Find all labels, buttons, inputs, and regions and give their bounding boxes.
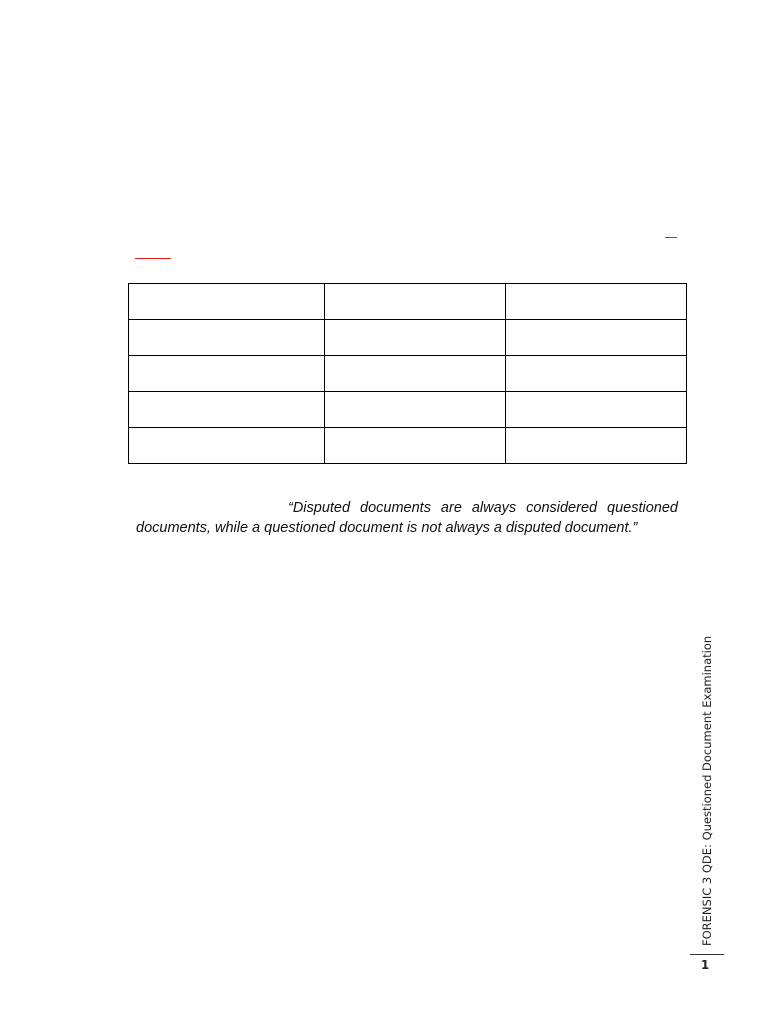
red-underline-mark <box>665 237 677 238</box>
running-title: FORENSIC 3 QDE: Questioned Document Examination <box>700 635 714 946</box>
table-cell <box>325 392 506 428</box>
red-underline-mark <box>135 258 171 259</box>
footer-divider <box>690 954 724 955</box>
page-number: 1 <box>700 958 710 972</box>
quote-line: documents, while a questioned document is not always a disputed document.” <box>136 520 638 536</box>
table-cell <box>129 392 325 428</box>
table-cell <box>129 284 325 320</box>
table-cell <box>325 356 506 392</box>
table-cell <box>506 320 687 356</box>
table-cell <box>325 320 506 356</box>
table-cell <box>129 356 325 392</box>
table-cell <box>325 428 506 464</box>
table-row <box>129 428 687 464</box>
quote-line: “Disputed documents are always considered questioned <box>288 500 678 516</box>
quote-paragraph <box>136 498 678 538</box>
table-cell <box>506 392 687 428</box>
empty-table <box>128 283 687 464</box>
table-cell <box>129 428 325 464</box>
table-cell <box>506 284 687 320</box>
table-cell <box>506 356 687 392</box>
table-cell <box>129 320 325 356</box>
table-row <box>129 356 687 392</box>
table-row <box>129 284 687 320</box>
table-cell <box>506 428 687 464</box>
table-row <box>129 320 687 356</box>
table-cell <box>325 284 506 320</box>
table-row <box>129 392 687 428</box>
